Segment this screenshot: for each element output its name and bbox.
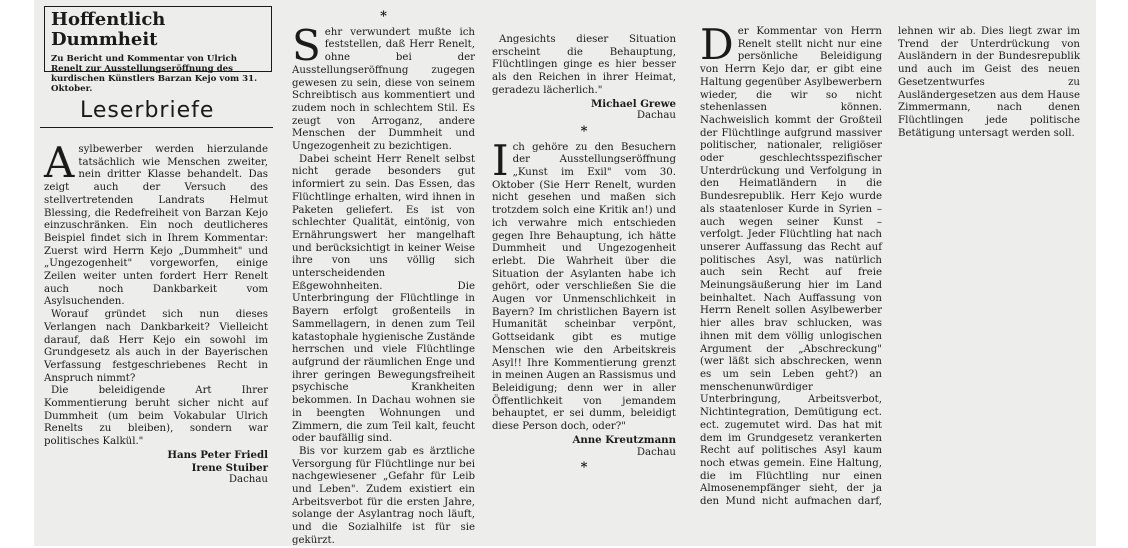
drop-cap: D bbox=[700, 20, 734, 69]
letter-3-signer: Anne Kreutzmann bbox=[572, 433, 676, 446]
letter-1-place: Dachau bbox=[228, 474, 268, 486]
letter-3-place: Dachau bbox=[636, 446, 676, 458]
letter-1-paragraph-3: Die beleidigende Art Ihrer Kommentierung beruht sicher nicht auf Dummheit (um beim Vokabular Ulrich Renelts zu bleiben), sondern war politisches Kalkül." bbox=[44, 385, 268, 448]
letter-2-paragraph-1: Sehr verwundert mußte ich feststellen, daß Herr Renelt, ohne bei der Ausstellungseröffnung zugegen gewesen zu sein, diese von seinem Schreibtisch aus kommentiert und zudem noch in schlechtem Stil. Es zeugt von Arroganz, andere Menschen der Dummheit und Ungezogenheit zu bezichtigen. bbox=[292, 20, 475, 153]
rubric-title: Leserbriefe bbox=[80, 98, 215, 123]
drop-cap: I bbox=[492, 135, 509, 185]
separator-star: * bbox=[580, 460, 588, 476]
letter-2-closing: Angesichts dieser Situation erscheint die Behauptung, Flüchtlingen ginge es hier besser als den Reichen in ihrer Heimat, geradezu lächerlich." bbox=[492, 34, 676, 96]
rubric-rule bbox=[40, 127, 273, 128]
drop-cap: S bbox=[292, 20, 321, 70]
drop-cap: A bbox=[44, 138, 75, 187]
letter-3 bbox=[492, 34, 676, 478]
letter-3-paragraph-1: Ich gehöre zu den Besuchern der Ausstellungseröffnung „Kunst im Exil" vom 30. Oktober (Sie Herr Renelt, wurden nicht gesehen und maßen sich trotzdem solch eine Kritik an!) und ich verwahre mich entschieden gegen Ihre Behauptung, ich hätte Dummheit und Ungezogenheit erlebt. Die Wahrheit über die Situation der Asylanten habe ich gehört, oder verschließen Sie die Augen vor Unmenschlichkeit in Bayern? Im christlichen Bayern ist Humanität scheinbar verpönt, Gottseidank gibt es mutige Menschen wie den Arbeitskreis Asyl!! Ihre Kommentierung grenzt in meinen Augen an Rassismus und Beleidigung; denn wer in aller Öffentlichkeit von jemandem behauptet, er sei dumm, beleidigt diese Person doch, oder?" bbox=[492, 135, 676, 433]
letter-1-signer-2: Irene Stuiber bbox=[191, 461, 268, 474]
letter-4 bbox=[700, 20, 1080, 516]
separator-star: * bbox=[580, 123, 588, 139]
letter-2-signer: Michael Grewe bbox=[590, 97, 676, 110]
separator-star: * bbox=[380, 9, 387, 24]
letter-1-signer-1: Hans Peter Friedl bbox=[167, 448, 268, 461]
letter-2-place: Dachau bbox=[636, 110, 676, 122]
letter-2-paragraph-2: Dabei scheint Herr Renelt selbst nicht gerade besonders gut informiert zu sein. Das Essen, das Flüchtlinge erhalten, wird ihnen in Paketen geliefert. Es ist von schlechter Qualität, eintönig, von Ernährungswert her mangelhaft und berücksichtigt in keiner Weise ihre von uns völlig sich unterscheidenden Eßgewohnheiten. Die Unterbringung der Flüchtlinge in Bayern erfolgt großenteils in Sammellagern, in denen zum Teil katastophale hygienische Zustände herrschen und viele Flüchtlinge aufgrund der räumlichen Enge und ihrer geringen Bewegungsfreiheit psychische Krankheiten bekommen. In Dachau wohnen sie in beengten Wohnungen und Zimmern, die zum Teil kalt, feucht oder baufällig sind. bbox=[292, 153, 475, 445]
letter-2-paragraph-3: Bis vor kurzem gab es ärztliche Versorgung für Flüchtlinge nur bei nachgewiesener „Gefahr für Leib und Leben". Zudem existiert ein Arbeitsverbot für die ersten Jahre, solange der Asylantrag noch läuft, und die Sozialhilfe ist für sie gekürzt. bbox=[292, 445, 475, 546]
letter-2 bbox=[292, 8, 475, 548]
headline: Hoffentlich Dummheit bbox=[51, 9, 166, 50]
headline-box bbox=[44, 6, 272, 94]
headline-dek: Zu Bericht und Kommentar von Ulrich Renelt zur Ausstellungseröffnung des kurdischen Künstlers Barzan Kejo vom 31. Oktober. bbox=[51, 54, 258, 94]
letter-4-paragraph-1: Der Kommentar von Herrn Renelt stellt nicht nur eine persönliche Beleidigung von Herrn Kejo dar, er gibt eine Haltung gegenüber Asylbewerbern wieder, die wir so nicht stehenlassen können. Nachweislich kommt der Großteil der Flüchtlinge aufgrund massiver politischer, nationaler, religiöser oder geschlechtsspezifischer Unterdrückung und Verfolgung in den Heimatländern in die Bundesrepublik. Herr Kejo wurde als staatenloser Kurde in Syrien – auch wegen seiner Kunst – verfolgt. Jeder Flüchtling hat nach unserer Auffassung das Recht auf politisches Asyl, was natürlich auch sein Recht auf freie Meinungsäußerung hier im Land beinhaltet. Nach Auffassung von Herrn Renelt sollen Asylbewerber hier alles brav schlucken, was ihnen mit dem völlig unlogischen Argument der „Abschreckung" (wer läßt sich abschrecken, wenn es um sein Leben geht?) an menschenunwürdiger Unterbringung, Arbeitsverbot, Nichtintegration, Demütigung ect. ect. zugemutet wird. Das hat mit dem im Grundgesetz verankerten Recht auf politisches Asyl kaum noch etwas gemein. Eine Haltung, die im Flüchtling nur einen Almosenempfänger sieht, der ja den Mund nicht aufmachen darf, lehnen wir ab. Dies liegt zwar im Trend der Unterdrückung von Ausländern in der Bundesrepublik und auch im Geist des neuen Gesetzentwurfes zu Ausländergesetzen aus dem Hause Zimmermann, nach denen Flüchtlingen jede politische Betätigung untersagt werden soll. bbox=[700, 20, 1080, 508]
letter-1-paragraph-1: Asylbewerber werden hierzulande tatsächlich wie Menschen zweiter, nein dritter Klasse behandelt. Das zeigt auch der Versuch des stellvertretenden Landrats Helmut Blessing, die Redefreiheit von Barzan Kejo einzuschränken. Ein noch deutlicheres Beispiel findet sich in Ihrem Kommentar: Zuerst wird Herrn Kejo „Dummheit" und „Ungezogenheit" vorgeworfen, einige Zeilen weiter unten fordert Herr Renelt auch noch Dankbarkeit vom Asylsuchenden. bbox=[44, 138, 268, 308]
letter-1-paragraph-2: Worauf gründet sich nun dieses Verlangen nach Dankbarkeit? Vielleicht darauf, daß Herr Kejo ein sowohl im Grundgesetz als auch in der Bayerischen Verfassung festgeschriebenes Recht in Anspruch nimmt? bbox=[44, 309, 268, 384]
letter-1 bbox=[44, 138, 268, 487]
